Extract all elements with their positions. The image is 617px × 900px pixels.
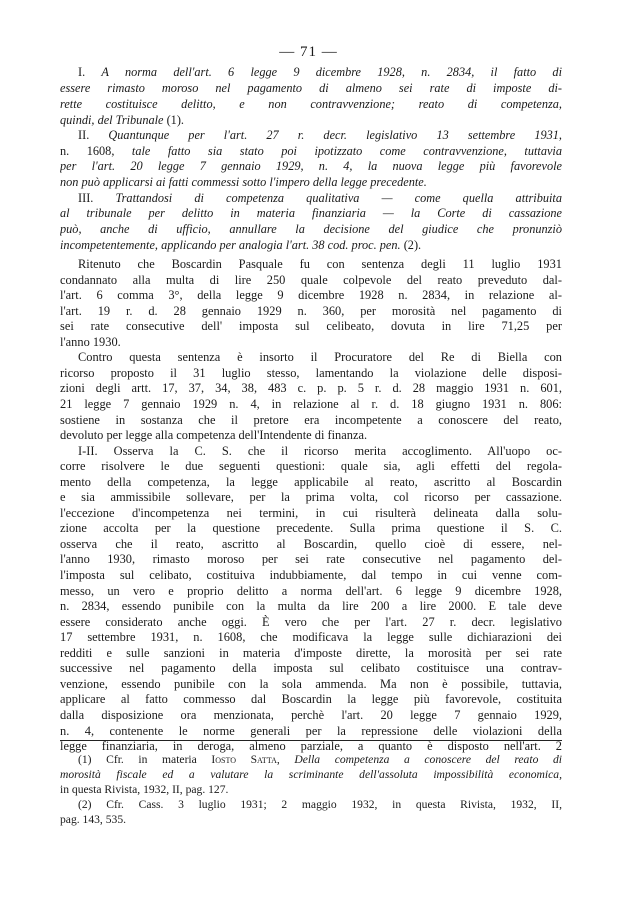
footnote-line <box>60 812 562 827</box>
body-line: redditi e sulle sanzioni in materia d'imposte dirette, la morosità per sei rate <box>60 645 562 660</box>
italic-text: per l'art. 20 legge 7 gennaio 1929, n. 4, la nuova legge più favorevole <box>60 159 562 173</box>
summary-line <box>60 128 562 143</box>
body-line: sostiene in sostanza che il pretore era incompetente a conoscere del reato, <box>60 412 562 427</box>
body-line: osserva che il reato, ascritto al Boscardin, quello cioè di essere, nel- <box>60 536 562 551</box>
summary-line <box>60 97 562 112</box>
text: (2). <box>400 238 422 252</box>
italic-text: al tribunale per delitto in materia finanziaria — la Corte di cassazione <box>60 206 562 220</box>
italic-text: essere rimasto moroso nel pagamento di almeno sei rate di imposte di- <box>60 81 562 95</box>
summary-line <box>60 206 562 221</box>
summary-line <box>60 113 562 128</box>
page-number: — 71 — <box>279 44 338 60</box>
body-line: I-II. Osserva la C. S. che il ricorso merita accoglimento. All'uopo oc- <box>78 443 562 458</box>
body-line: mento della competenza, la legge applicabile al reato, ascritto al Boscardin <box>60 474 562 489</box>
footnote-line <box>60 752 562 767</box>
italic-text: quindi, del Tribunale <box>60 113 164 127</box>
body-line: dalla disposizione ora menzionata, perchè l'art. 20 legge 7 gennaio 1929, <box>60 707 562 722</box>
body-line: legge finanziaria, in deroga, almeno parziale, a quanto è disposto nell'art. 2 <box>60 739 562 754</box>
italic-text: Della competenza a conoscere del reato di <box>294 753 562 766</box>
text: , <box>276 753 295 766</box>
italic-text: morosità fiscale ed a valutare la scriminante dell'assoluta impossibilità economica, <box>60 768 562 781</box>
body-line: l'imposta sul celibato, costituiva indubbiamente, dal tempo in cui venne com- <box>60 568 562 582</box>
body-line: l'art. 6 comma 3°, della legge 9 dicembre 1928 n. 2834, in relazione al- <box>60 288 562 303</box>
body-line: 21 legge 7 gennaio 1929 n. 4, in relazione al r. d. 18 giugno 1931 n. 806: <box>60 396 562 411</box>
text: pag. 143, 535. <box>60 813 127 826</box>
footnote-rule <box>60 740 562 741</box>
body-line: ricorso proposto il 31 luglio stesso, lamentando la violazione delle disposi- <box>60 365 562 380</box>
summary-line <box>60 65 562 80</box>
summary-line <box>60 175 562 190</box>
footnote-line <box>60 767 562 782</box>
body-line: l'anno 1930, rimasto moroso per sei rate consecutive nel pagamento del- <box>60 552 562 567</box>
body-line: e sia ammissibile sollevare, per la prima volta, col ricorso per cassazione. <box>60 490 562 505</box>
summary-line <box>60 144 562 159</box>
body-line: successive nel pagamento della imposta sul celibato costituisce una contrav- <box>60 661 562 676</box>
summary-line <box>60 191 562 206</box>
text: III. <box>78 191 116 205</box>
text: I. <box>78 65 102 79</box>
text: II. <box>78 128 109 142</box>
body-line: n. 4, contenente le norme generali per la repressione delle violazioni della <box>60 723 562 738</box>
italic-text: può, anche di ufficio, annullare la decisione del giudice che pronunziò <box>60 222 562 236</box>
text: (1) Cfr. in materia <box>78 753 212 766</box>
italic-text: incompetentemente, applicando per analogia l'art. 38 cod. proc. pen. <box>60 238 401 252</box>
body-line: Ritenuto che Boscardin Pasquale fu con sentenza degli 11 luglio 1931 <box>78 257 562 271</box>
text: (2) Cfr. Cass. 3 luglio 1931; 2 maggio 1932, in questa Rivista, 1932, II, <box>78 798 562 811</box>
footnote-line <box>60 797 562 812</box>
text: (1). <box>163 113 185 127</box>
body-line: zione accolta per la questione precedente. Sulla prima questione il S. C. <box>60 521 562 536</box>
italic-text: Quantunque per l'art. 27 r. decr. legislativo 13 settembre 1931, <box>108 128 562 142</box>
body-line: l'eccezione d'incompetenza nei termini, in cui risulterà delineata dalla solu- <box>60 505 562 520</box>
body-line: devoluto per legge alla competenza dell'Intendente di finanza. <box>60 428 368 443</box>
summary-line <box>60 81 562 96</box>
italic-text: A norma dell'art. 6 legge 9 dicembre 1928, n. 2834, il fatto di <box>101 65 562 79</box>
italic-text: rette costituisce delitto, e non contravvenzione; reato di competenza, <box>60 97 562 111</box>
body-line: zioni degli artt. 17, 37, 34, 38, 483 c. p. p. 5 r. d. 28 maggio 1931 n. 601, <box>60 381 562 396</box>
text: in questa Rivista, 1932, II, pag. 127. <box>60 783 229 796</box>
body-line: l'anno 1930. <box>60 334 121 349</box>
italic-text: Trattandosi di competenza qualitativa — come quella attribuita <box>115 191 562 205</box>
italic-text: non può applicarsi ai fatti commessi sotto l'impero della legge precedente. <box>60 175 427 189</box>
body-line: corre risolvere le due seguenti questioni: quale sia, agli effetti del regola- <box>60 459 562 474</box>
text: Iosto Satta <box>211 753 277 766</box>
text: n. 1608, <box>60 144 132 158</box>
body-line: 17 settembre 1931, n. 1608, che modificava la legge sulle dichiarazioni dei <box>60 630 562 645</box>
body-line: messo, un vero e proprio delitto a norma dell'art. 6 legge 9 dicembre 1928, <box>60 583 562 598</box>
body-line: venzione, essendo punibile con la sola ammenda. Ma non è possibile, tuttavia, <box>60 676 562 691</box>
body-line: applicare al fatto commesso dal Boscardin la legge più favorevole, costituita <box>60 692 562 707</box>
body-line: condannato alla multa di lire 250 quale colpevole del reato preveduto dal- <box>60 272 562 287</box>
summary-line <box>60 238 562 253</box>
footnote-line <box>60 782 562 797</box>
body-line: n. 2834, essendo punibile con la multa da lire 200 a lire 2000. E tale deve <box>60 599 562 614</box>
italic-text: tale fatto sia stato poi ipotizzato come contravvenzione, tuttavia <box>131 144 562 158</box>
body-line: l'art. 19 r. d. 28 gennaio 1929 n. 360, per morosità nel pagamento di <box>60 303 562 318</box>
summary-line <box>60 222 562 237</box>
body-line: sei rate consecutive dell' imposta sul celibeato, dovuta in lire 71,25 per <box>60 319 562 334</box>
body-line: essere considerato anche oggi. È vero che per l'art. 27 r. decr. legislativo <box>60 614 562 629</box>
body-line: Contro questa sentenza è insorto il Procuratore del Re di Biella con <box>78 350 562 365</box>
summary-line <box>60 159 562 174</box>
